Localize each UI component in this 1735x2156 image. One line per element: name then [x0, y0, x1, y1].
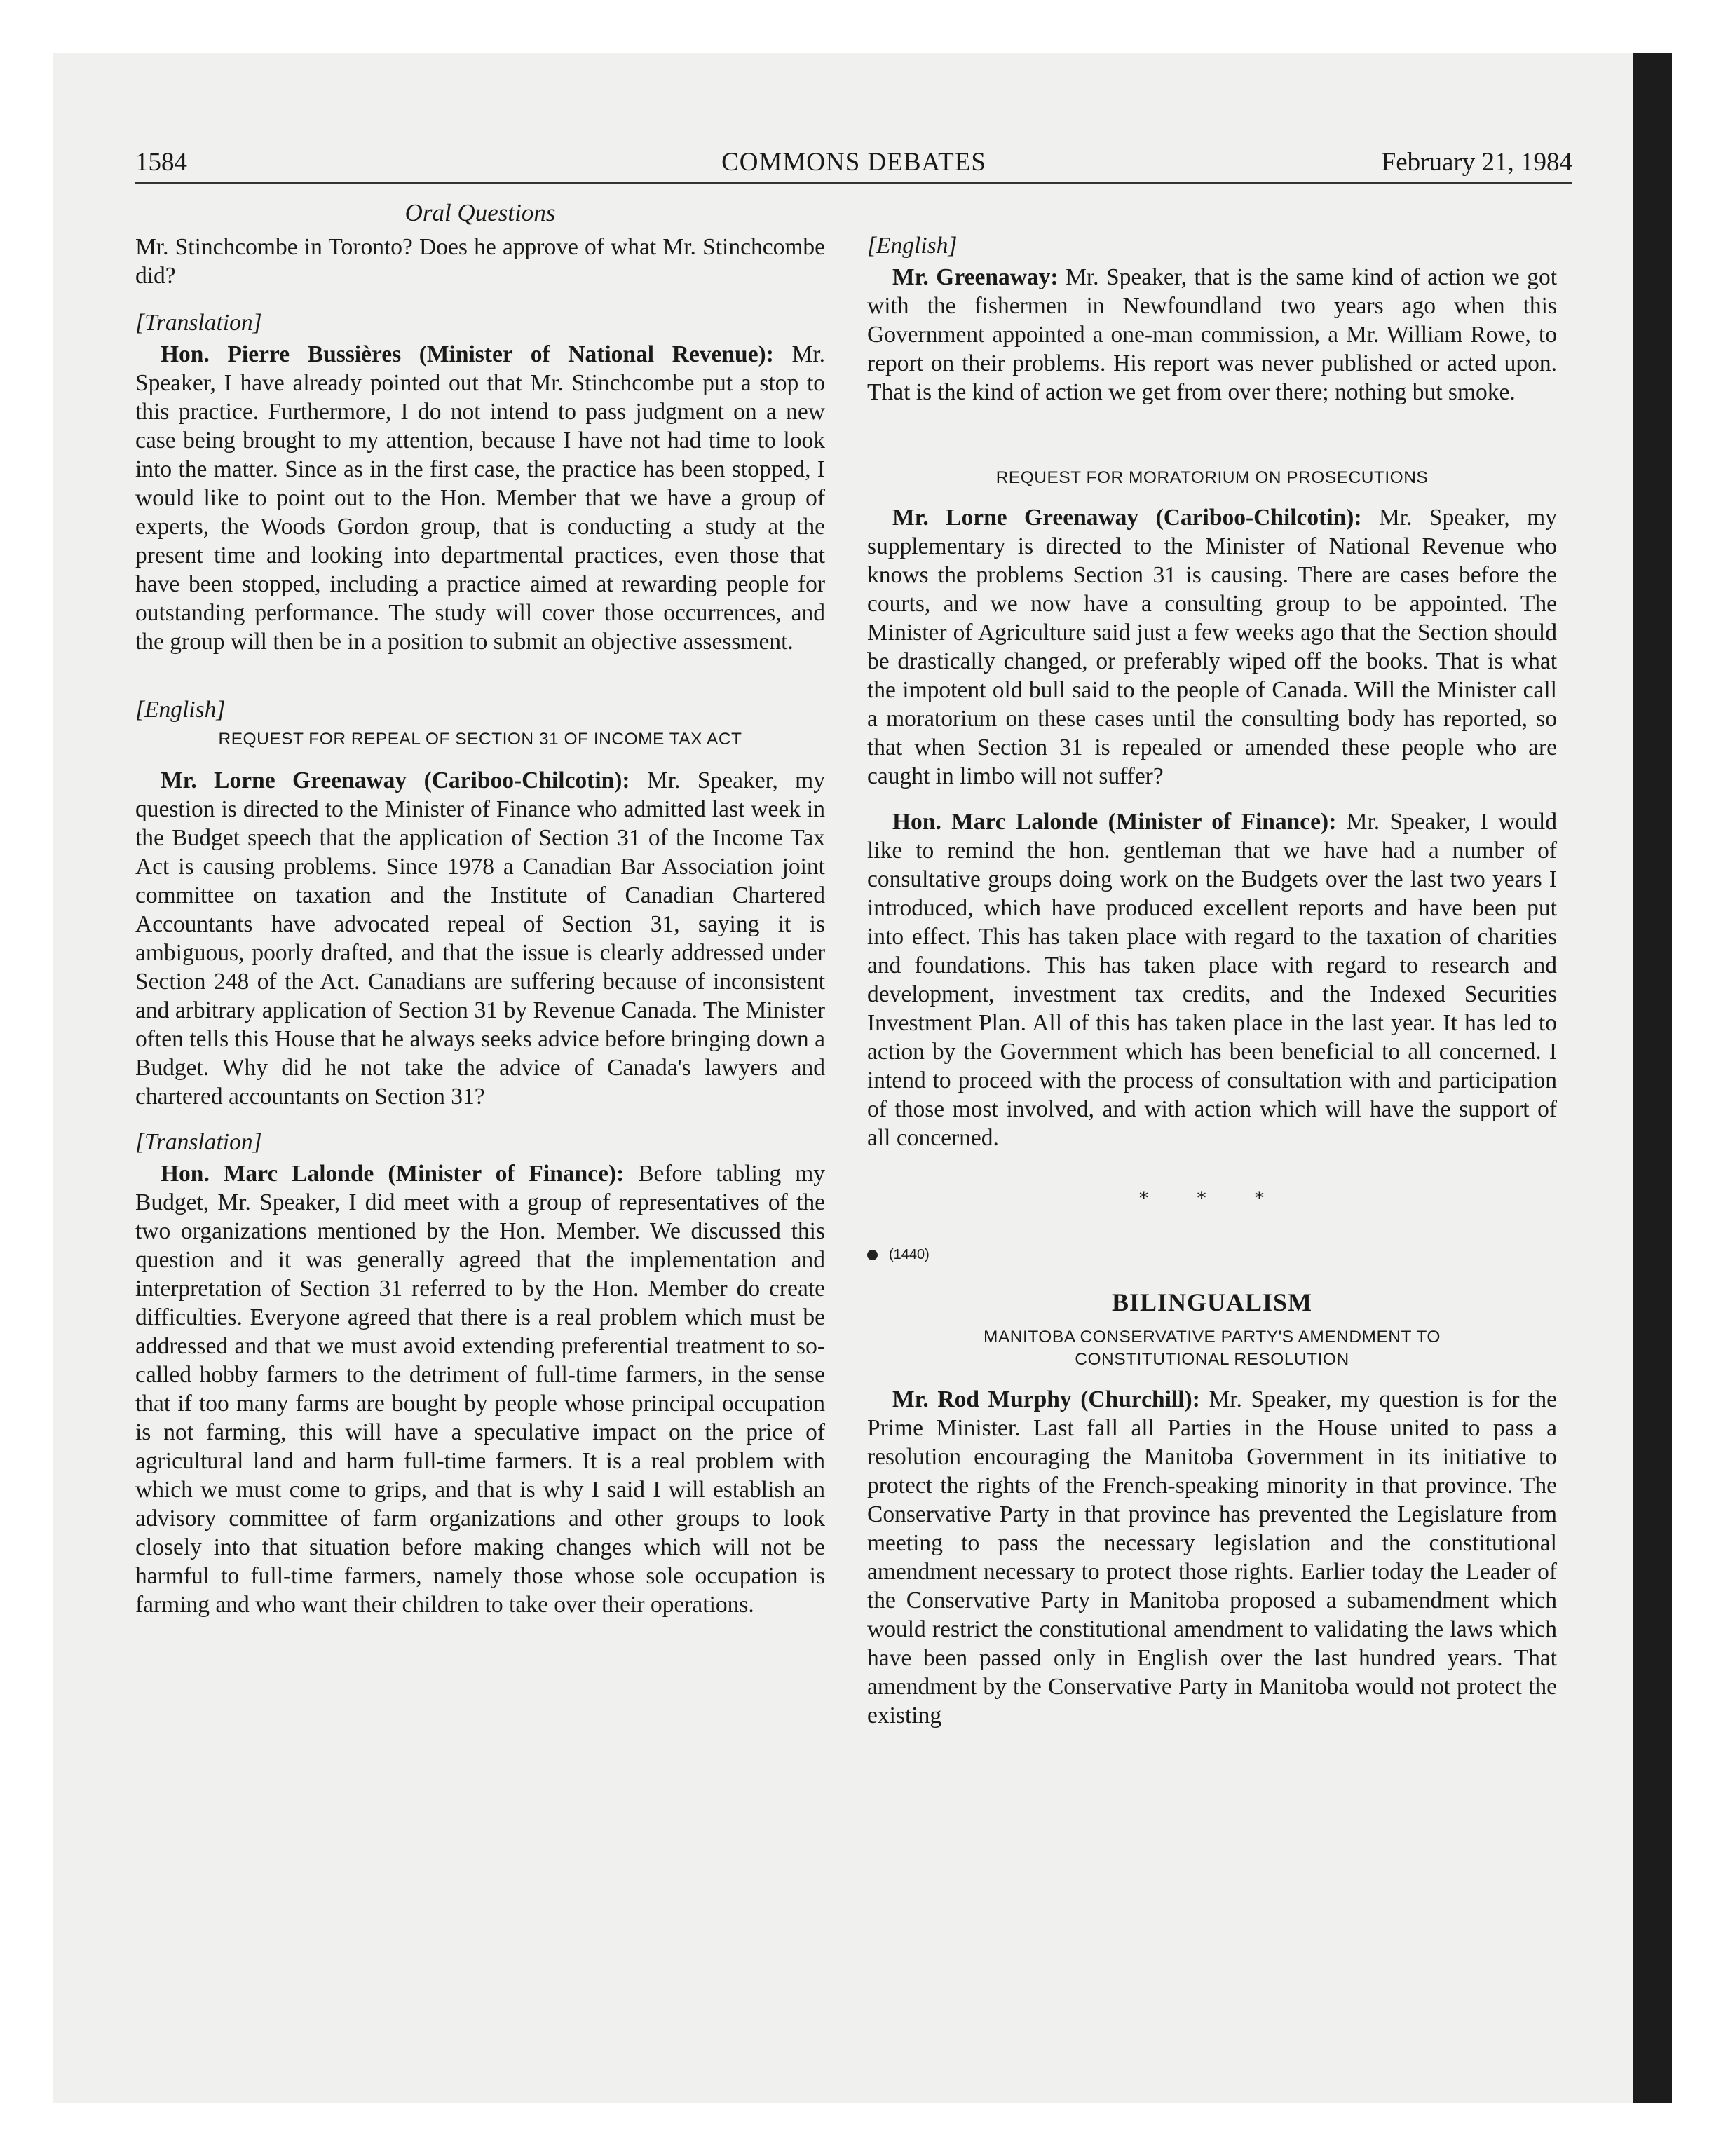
speaker-name: Mr. Lorne Greenaway (Cariboo-Chilcotin):: [892, 505, 1362, 531]
continued-paragraph: Mr. Stinchcombe in Toronto? Does he approve of what Mr. Stinchcombe did?: [135, 234, 825, 289]
language-tag: [English]: [867, 233, 958, 259]
speaker-name: Hon. Marc Lalonde (Minister of Finance):: [161, 1161, 625, 1187]
speech-paragraph: [867, 807, 1557, 1152]
speaker-name: Mr. Rod Murphy (Churchill):: [892, 1386, 1200, 1412]
speech-paragraph: [867, 503, 1557, 791]
timestamp: [867, 1243, 1557, 1266]
speech-paragraph: [867, 263, 1557, 407]
speech-paragraph: [135, 1159, 825, 1619]
speech-paragraph: [135, 340, 825, 656]
subheading-line2: CONSTITUTIONAL RESOLUTION: [1075, 1350, 1349, 1369]
language-tag: [English]: [135, 697, 226, 723]
running-header: [135, 143, 1572, 184]
left-column: [135, 198, 825, 1619]
speech-text: Mr. Speaker, that is the same kind of action we got with the fishermen in Newfoundland two years ago when this Government appointed a one-man commission, a Mr. William Rowe, to report on their problems. His report was never published or acted upon. That is the kind of action we get from over there; nothing but smoke.: [867, 264, 1557, 405]
speech-text: Mr. Speaker, my question is directed to the Minister of Finance who admitted last week in the Budget speech that the application of Section 31 of the Income Tax Act is causing problems. Since 1978 a Canadian Bar Association joint committee on taxation and the Institute of Canadian Chartered Accountants have advocated repeal of Section 31, saying it is ambiguous, poorly drafted, and that the issue is clearly addressed under Section 248 of the Act. Canadians are suffering because of inconsistent and arbitrary application of Section 31 by Revenue Canada. The Minister often tells this House that he always seeks advice before bringing down a Budget. Why did he not take the advice of Canada's lawyers and chartered accountants on Section 31?: [135, 767, 825, 1110]
speech-text: Mr. Speaker, my question is for the Prime Minister. Last fall all Parties in the House united to pass a resolution encouraging the Manitoba Government in its initiative to protect the rights of the French-speaking minority in that province. The Conservative Party in that province has prevented the Legislature from meeting to pass the necessary legislation and the constitutional amendment necessary to protect those rights. Earlier today the Leader of the Conservative Party in Manitoba proposed a subamendment which would restrict the constitutional amendment to validating the laws which have been passed only in English over the last hundred years. That amendment by the Conservative Party in Manitoba would not protect the existing: [867, 1386, 1558, 1728]
subheading: REQUEST FOR MORATORIUM ON PROSECUTIONS: [995, 468, 1429, 487]
publication-date: February 21, 1984: [1381, 148, 1572, 177]
speech-paragraph: [867, 1385, 1557, 1730]
right-column: [867, 198, 1557, 1730]
timestamp-text: (1440): [889, 1247, 930, 1262]
speech-paragraph: [135, 766, 825, 1111]
section-label: Oral Questions: [404, 199, 556, 226]
main-heading: BILINGUALISM: [1111, 1288, 1313, 1316]
speech-text: Before tabling my Budget, Mr. Speaker, I did meet with a group of representatives of the two organizations mentioned by the Hon. Member. We discussed this question and it was generally agreed that the implementation and interpretation of Section 31 referred to by the Hon. Member do create difficulties. Everyone agreed that there is a real problem which must be addressed and that we must avoid extending preferential treatment to so-called hobby farmers to the detriment of full-time farmers, in the sense that if too many farms are bought by people whose principal occupation is not farming, this will have a speculative impact on the price of agricultural land and harm full-time farmers. It is a real problem with which we must come to grips, and that is why I said I will establish an advisory committee of farm organizations and other groups to look closely into that situation before making changes which will not be harmful to full-time farmers, namely those whose sole occupation is farming and who want their children to take over their operations.: [135, 1161, 826, 1618]
subheading: REQUEST FOR REPEAL OF SECTION 31 OF INCOME TAX ACT: [218, 730, 742, 749]
scan-edge: [1633, 53, 1672, 2103]
subheading-line1: MANITOBA CONSERVATIVE PARTY'S AMENDMENT TO: [984, 1328, 1441, 1346]
speech-text: Mr. Speaker, I would like to remind the hon. gentleman that we have had a number of consultative groups doing work on the Budgets over the last two years I introduced, which have produced excellent reports and have been put into effect. This has taken place with regard to the taxation of charities and foundations. This has taken place with regard to research and development, investment tax credits, and the Indexed Securities Investment Plan. All of this has taken place in the last year. It has led to action by the Government which has been beneficial to all concerned. I intend to proceed with the process of consultation with and participation of those most involved, and with action which will have the support of all concerned.: [867, 809, 1558, 1151]
language-tag: [Translation]: [135, 310, 262, 336]
language-tag: [Translation]: [135, 1129, 262, 1155]
speaker-name: Mr. Lorne Greenaway (Cariboo-Chilcotin):: [161, 767, 630, 793]
speaker-name: Mr. Greenaway:: [892, 264, 1059, 290]
speech-text: Mr. Speaker, I have already pointed out that Mr. Stinchcombe put a stop to this practice. Furthermore, I do not intend to pass judgment on a new case being brought to my attention, because I have not had time to look into the matter. Since as in the first case, the practice has been stopped, I would like to point out to the Hon. Member that we have a group of experts, the Woods Gordon group, that is conducting a study at the present time and looking into departmental practices, even those that have been stopped, including a practice aimed at rewarding people for outstanding performance. The study will cover those occurrences, and the group will then be in a position to submit an objective assessment.: [135, 341, 825, 655]
publication-title: COMMONS DEBATES: [721, 148, 986, 177]
section-separator: * * *: [1138, 1187, 1286, 1210]
speech-text: Mr. Speaker, my supplementary is directed to the Minister of National Revenue who knows the problems Section 31 is causing. There are cases before the courts, and we now have a consulting group to be appointed. The Minister of Agriculture said just a few weeks ago that the Section should be drastically changed, or preferably wiped off the books. That is what the impotent old bull said to the people of Canada. Will the Minister call a moratorium on these cases until the consulting body has reported, so that when Section 31 is repealed or amended these people who are caught in limbo will not suffer?: [867, 505, 1557, 789]
speaker-name: Hon. Pierre Bussières (Minister of National Revenue):: [161, 341, 774, 367]
bullet-icon: [867, 1250, 878, 1260]
speaker-name: Hon. Marc Lalonde (Minister of Finance):: [892, 809, 1337, 835]
page-number: 1584: [135, 148, 187, 177]
